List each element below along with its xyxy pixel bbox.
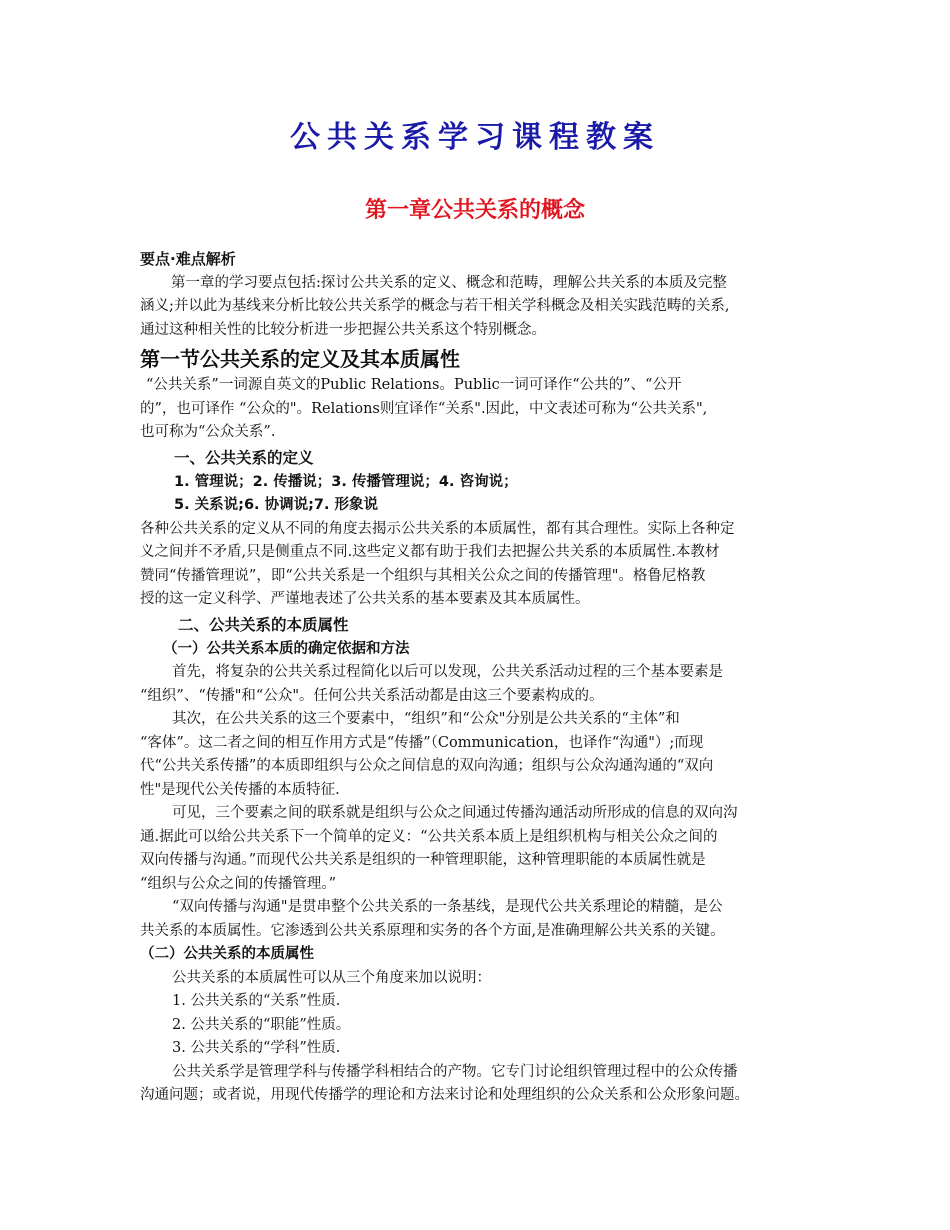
- paragraph-line: 也可称为“公众关系”.: [140, 424, 276, 440]
- document-body: [140, 248, 830, 1108]
- paragraph-line: 授的这一定义科学、严谨地表述了公共关系的基本要素及其本质属性。: [140, 591, 590, 607]
- paragraph-line: 通过这种相关性的比较分析进一步把握公共关系这个特别概念。: [140, 321, 546, 338]
- list-item: 2. 公共关系的“职能”性质。: [172, 1016, 351, 1033]
- paragraph-line: 公共关系学是管理学科与传播学科相结合的产物。它专门讨论组织管理过程中的公众传播: [172, 1063, 738, 1080]
- paragraph-line: 的”，也可译作 “公众的"。Relations则宜译作“关系".因此，中文表述可称为“公共关系",: [140, 400, 708, 417]
- section-heading: 第一节公共关系的定义及其本质属性: [140, 347, 460, 371]
- key-points-heading: 要点·难点解析: [140, 250, 236, 268]
- subsection-heading: 一、公共关系的定义: [174, 448, 314, 467]
- paragraph-line: “客体”。这二者之间的相互作用方式是“传播”（Communication，也译作“沟通"）;而现: [140, 734, 704, 751]
- paragraph-line: “公共关系”一词源自英文的Public Relations。Public一词可译作“公共的”、“公开: [146, 377, 682, 393]
- minor-heading: （一）公共关系本质的确定依据和方法: [163, 640, 410, 657]
- definition-list-line: 1. 管理说；2. 传播说；3. 传播管理说；4. 咨询说；: [174, 473, 518, 490]
- chapter-title: 第一章公共关系的概念: [364, 198, 585, 223]
- paragraph-line: 赞同“传播管理说”，即“公共关系是一个组织与其相关公众之间的传播管理"。格鲁尼格教: [140, 567, 706, 584]
- paragraph-line: 通.据此可以给公共关系下一个简单的定义：“公共关系本质上是组织机构与相关公众之间的: [140, 828, 718, 845]
- paragraph-line: 第一章的学习要点包括:探讨公共关系的定义、概念和范畴，理解公共关系的本质及完整: [171, 274, 727, 291]
- definition-list-line: 5. 关系说;6. 协调说;7. 形象说: [174, 497, 379, 513]
- paragraph-line: “组织与公众之间的传播管理。”: [140, 875, 337, 892]
- paragraph-line: 公共关系的本质属性可以从三个角度来加以说明：: [172, 969, 491, 986]
- paragraph-line: 各种公共关系的定义从不同的角度去揭示公共关系的本质属性，都有其合理性。实际上各种定: [140, 520, 735, 537]
- paragraph-line: 可见，三个要素之间的联系就是组织与公众之间通过传播沟通活动所形成的信息的双向沟: [172, 805, 738, 821]
- list-item: 1. 公共关系的“关系”性质.: [172, 993, 341, 1009]
- paragraph-line: 首先，将复杂的公共关系过程简化以后可以发现，公共关系活动过程的三个基本要素是: [172, 664, 723, 680]
- paragraph-line: 沟通问题；或者说，用现代传播学的理论和方法来讨论和处理组织的公众关系和公众形象问题。: [140, 1087, 749, 1103]
- subsection-heading: 二、公共关系的本质属性: [178, 615, 349, 634]
- paragraph-line: 涵义;并以此为基线来分析比较公共关系学的概念与若干相关学科概念及相关实践范畴的关系,: [140, 298, 730, 314]
- document-title: 公共关系学习课程教案: [290, 120, 660, 155]
- minor-heading: （二）公共关系的本质属性: [140, 946, 314, 962]
- paragraph-line: 双向传播与沟通。”而现代公共关系是组织的一种管理职能，这种管理职能的本质属性就是: [140, 852, 706, 868]
- paragraph-line: 代“公共关系传播”的本质即组织与公众之间信息的双向沟通；组织与公众沟通沟通的“双向: [140, 758, 714, 774]
- paragraph-line: “双向传播与沟通"是贯串整个公共关系的一条基线，是现代公共关系理论的精髓，是公: [172, 899, 723, 915]
- paragraph-line: 义之间并不矛盾,只是侧重点不同.这些定义都有助于我们去把握公共关系的本质属性.本教材: [140, 544, 720, 560]
- paragraph-line: 性"是现代公关传播的本质特征.: [140, 781, 340, 798]
- paragraph-line: 共关系的本质属性。它渗透到公共关系原理和实务的各个方面,是准确理解公共关系的关键。: [140, 922, 725, 939]
- paragraph-line: 其次，在公共关系的这三个要素中，“组织”和“公众"分别是公共关系的“主体”和: [172, 711, 680, 727]
- list-item: 3. 公共关系的“学科”性质.: [172, 1040, 341, 1056]
- paragraph-line: “组织”、“传播"和“公众"。任何公共关系活动都是由这三个要素构成的。: [140, 687, 604, 704]
